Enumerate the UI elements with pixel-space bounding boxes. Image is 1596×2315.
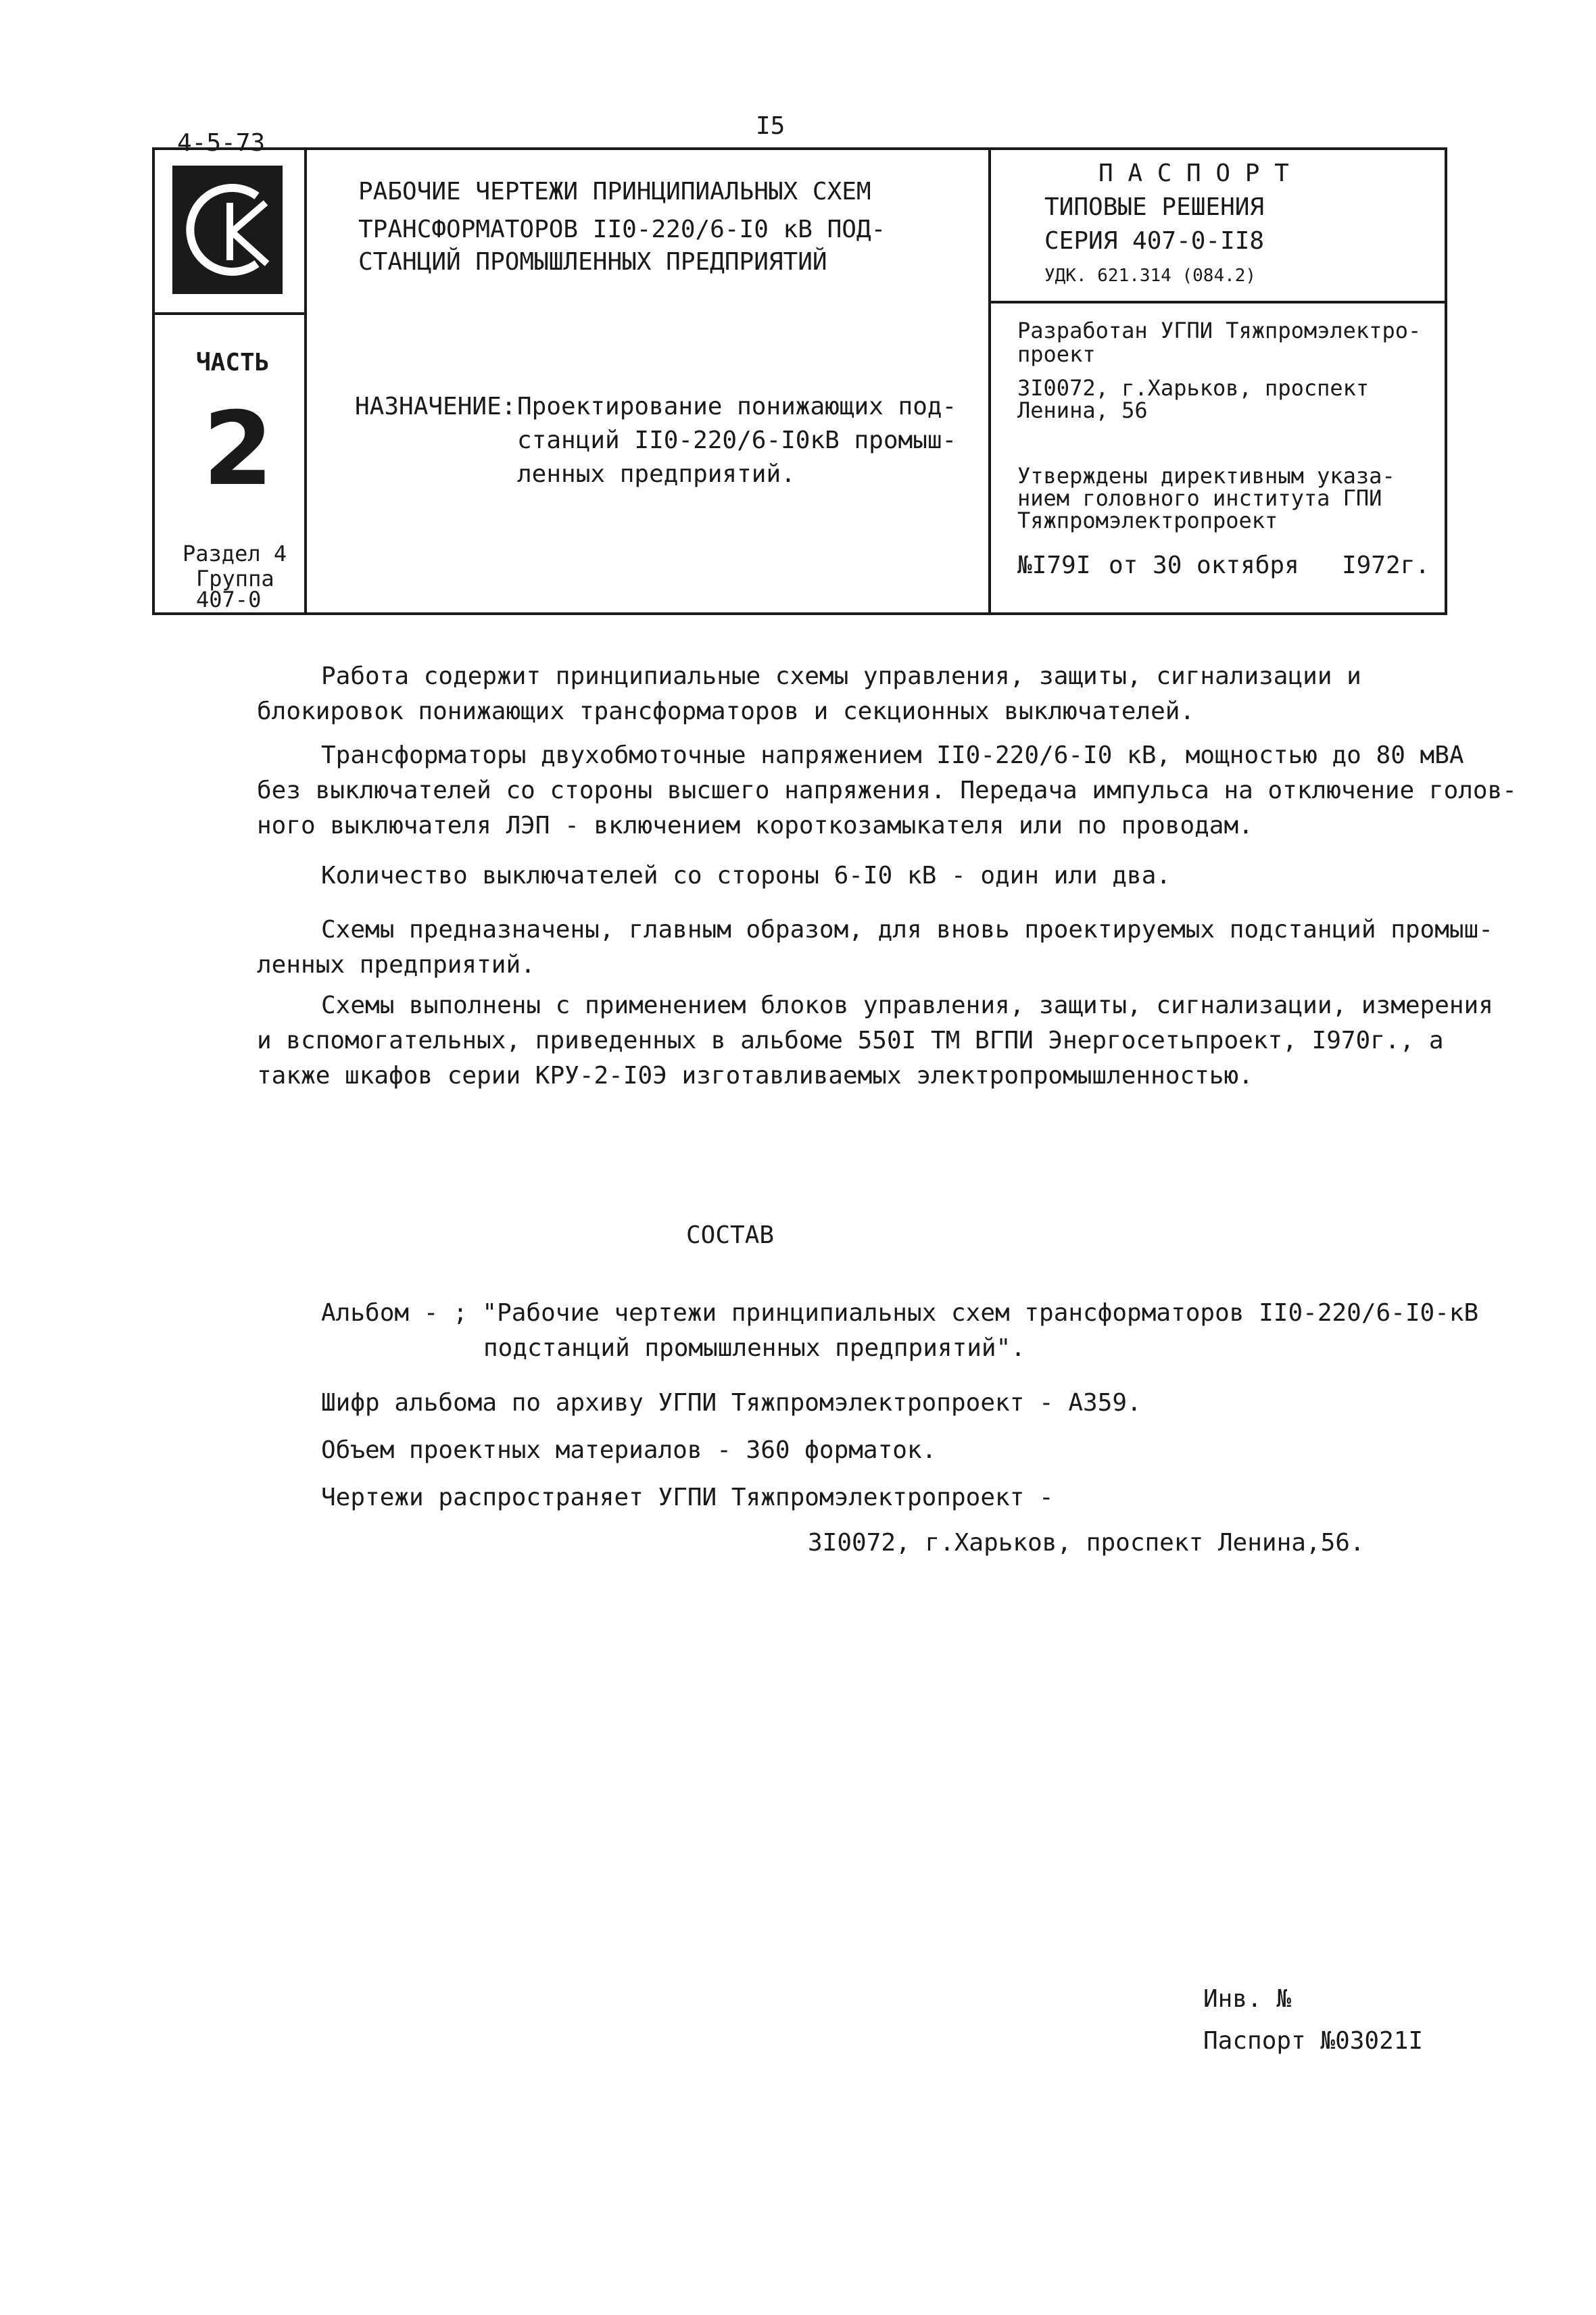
approved-line-2: нием головного института ГПИ xyxy=(1017,485,1382,511)
title-line-1: РАБОЧИЕ ЧЕРТЕЖИ ПРИНЦИПИАЛЬНЫХ СХЕМ xyxy=(358,178,871,205)
developer-line-2: проект xyxy=(1017,341,1096,367)
purpose-line-1: Проектирование понижающих под- xyxy=(517,393,957,420)
developer-line-1: Разработан УГПИ Тяжпромэлектро- xyxy=(1017,318,1422,343)
composition-heading: СОСТАВ xyxy=(686,1221,775,1249)
part-label: ЧАСТЬ xyxy=(196,349,270,376)
passport-udk: УДК. 621.314 (084.2) xyxy=(1044,266,1257,286)
paragraph-5-line-2: и вспомогательных, приведенных в альбоме 550I ТМ ВГПИ Энергосетьпроект, I970г., а xyxy=(257,1027,1444,1054)
paragraph-1-line-1: Работа содержит принципиальные схемы управления, защиты, сигнализации и xyxy=(321,662,1361,690)
passport-divider xyxy=(988,301,1447,303)
purpose-line-3: ленных предприятий. xyxy=(517,460,796,488)
left-column-divider xyxy=(152,312,307,315)
order-date: от 30 октября xyxy=(1109,552,1299,579)
header-divider-right xyxy=(988,147,991,615)
passport-typical-solutions: ТИПОВЫЕ РЕШЕНИЯ xyxy=(1044,193,1265,221)
page-number: I5 xyxy=(756,112,785,140)
header-divider-left xyxy=(304,147,307,615)
paragraph-2-line-3: ного выключателя ЛЭП - включением короткозамыкателя или по проводам. xyxy=(257,812,1253,839)
sk-logo-icon xyxy=(172,166,283,294)
address-line-2: Ленина, 56 xyxy=(1017,397,1148,423)
title-line-3: СТАНЦИЙ ПРОМЫШЛЕННЫХ ПРЕДПРИЯТИЙ xyxy=(358,248,827,276)
order-year: I972г. xyxy=(1342,552,1430,579)
purpose-line-2: станций II0-220/6-I0кВ промыш- xyxy=(517,427,957,454)
document-code: 4-5-73 xyxy=(177,129,266,157)
paragraph-5-line-1: Схемы выполнены с применением блоков управления, защиты, сигнализации, измерения xyxy=(321,992,1493,1019)
album-line-1: Альбом - ; "Рабочие чертежи принципиальных схем трансформаторов II0-220/6-I0-кВ xyxy=(321,1299,1479,1327)
project-volume: Объем проектных материалов - 360 форматок. xyxy=(321,1436,937,1464)
paragraph-1-line-2: блокировок понижающих трансформаторов и секционных выключателей. xyxy=(257,698,1195,725)
paragraph-2-line-2: без выключателей со стороны высшего напряжения. Передача импульса на отключение голов- xyxy=(257,777,1517,804)
album-cipher: Шифр альбома по архиву УГПИ Тяжпромэлектропроект - А359. xyxy=(321,1389,1142,1417)
part-number: 2 xyxy=(203,391,274,508)
inventory-number: Инв. № xyxy=(1203,1985,1292,2013)
group-number: 407-0 xyxy=(196,587,262,612)
passport-series: СЕРИЯ 407-0-II8 xyxy=(1044,227,1265,255)
paragraph-3-line-1: Количество выключателей со стороны 6-I0 кВ - один или два. xyxy=(321,862,1171,890)
approved-line-1: Утверждены директивным указа- xyxy=(1017,463,1395,489)
passport-heading: П А С П О Р Т xyxy=(1098,160,1289,187)
purpose-label: НАЗНАЧЕНИЕ: xyxy=(355,393,516,420)
distributor: Чертежи распространяет УГПИ Тяжпромэлектропроект - xyxy=(321,1484,1054,1511)
address-line-1: 3I0072, г.Харьков, проспект xyxy=(1017,375,1370,401)
paragraph-4-line-1: Схемы предназначены, главным образом, для вновь проектируемых подстанций промыш- xyxy=(321,916,1493,944)
title-line-2: ТРАНСФОРМАТОРОВ II0-220/6-I0 кВ ПОД- xyxy=(358,216,886,243)
album-line-2: подстанций промышленных предприятий". xyxy=(483,1334,1025,1362)
order-number: №I79I xyxy=(1017,552,1091,579)
paragraph-2-line-1: Трансформаторы двухобмоточные напряжением II0-220/6-I0 кВ, мощностью до 80 мВА xyxy=(321,741,1464,769)
sk-logo xyxy=(172,166,283,294)
paragraph-5-line-3: также шкафов серии КРУ-2-I0Э изготавливаемых электропромышленностью. xyxy=(257,1062,1253,1090)
passport-number: Паспорт №03021I xyxy=(1203,2027,1424,2055)
distributor-address: 3I0072, г.Харьков, проспект Ленина,56. xyxy=(808,1529,1365,1557)
group-label: Группа xyxy=(196,566,274,591)
paragraph-4-line-2: ленных предприятий. xyxy=(257,951,535,979)
section-label: Раздел 4 xyxy=(183,541,287,566)
approved-line-3: Тяжпромэлектропроект xyxy=(1017,508,1278,533)
